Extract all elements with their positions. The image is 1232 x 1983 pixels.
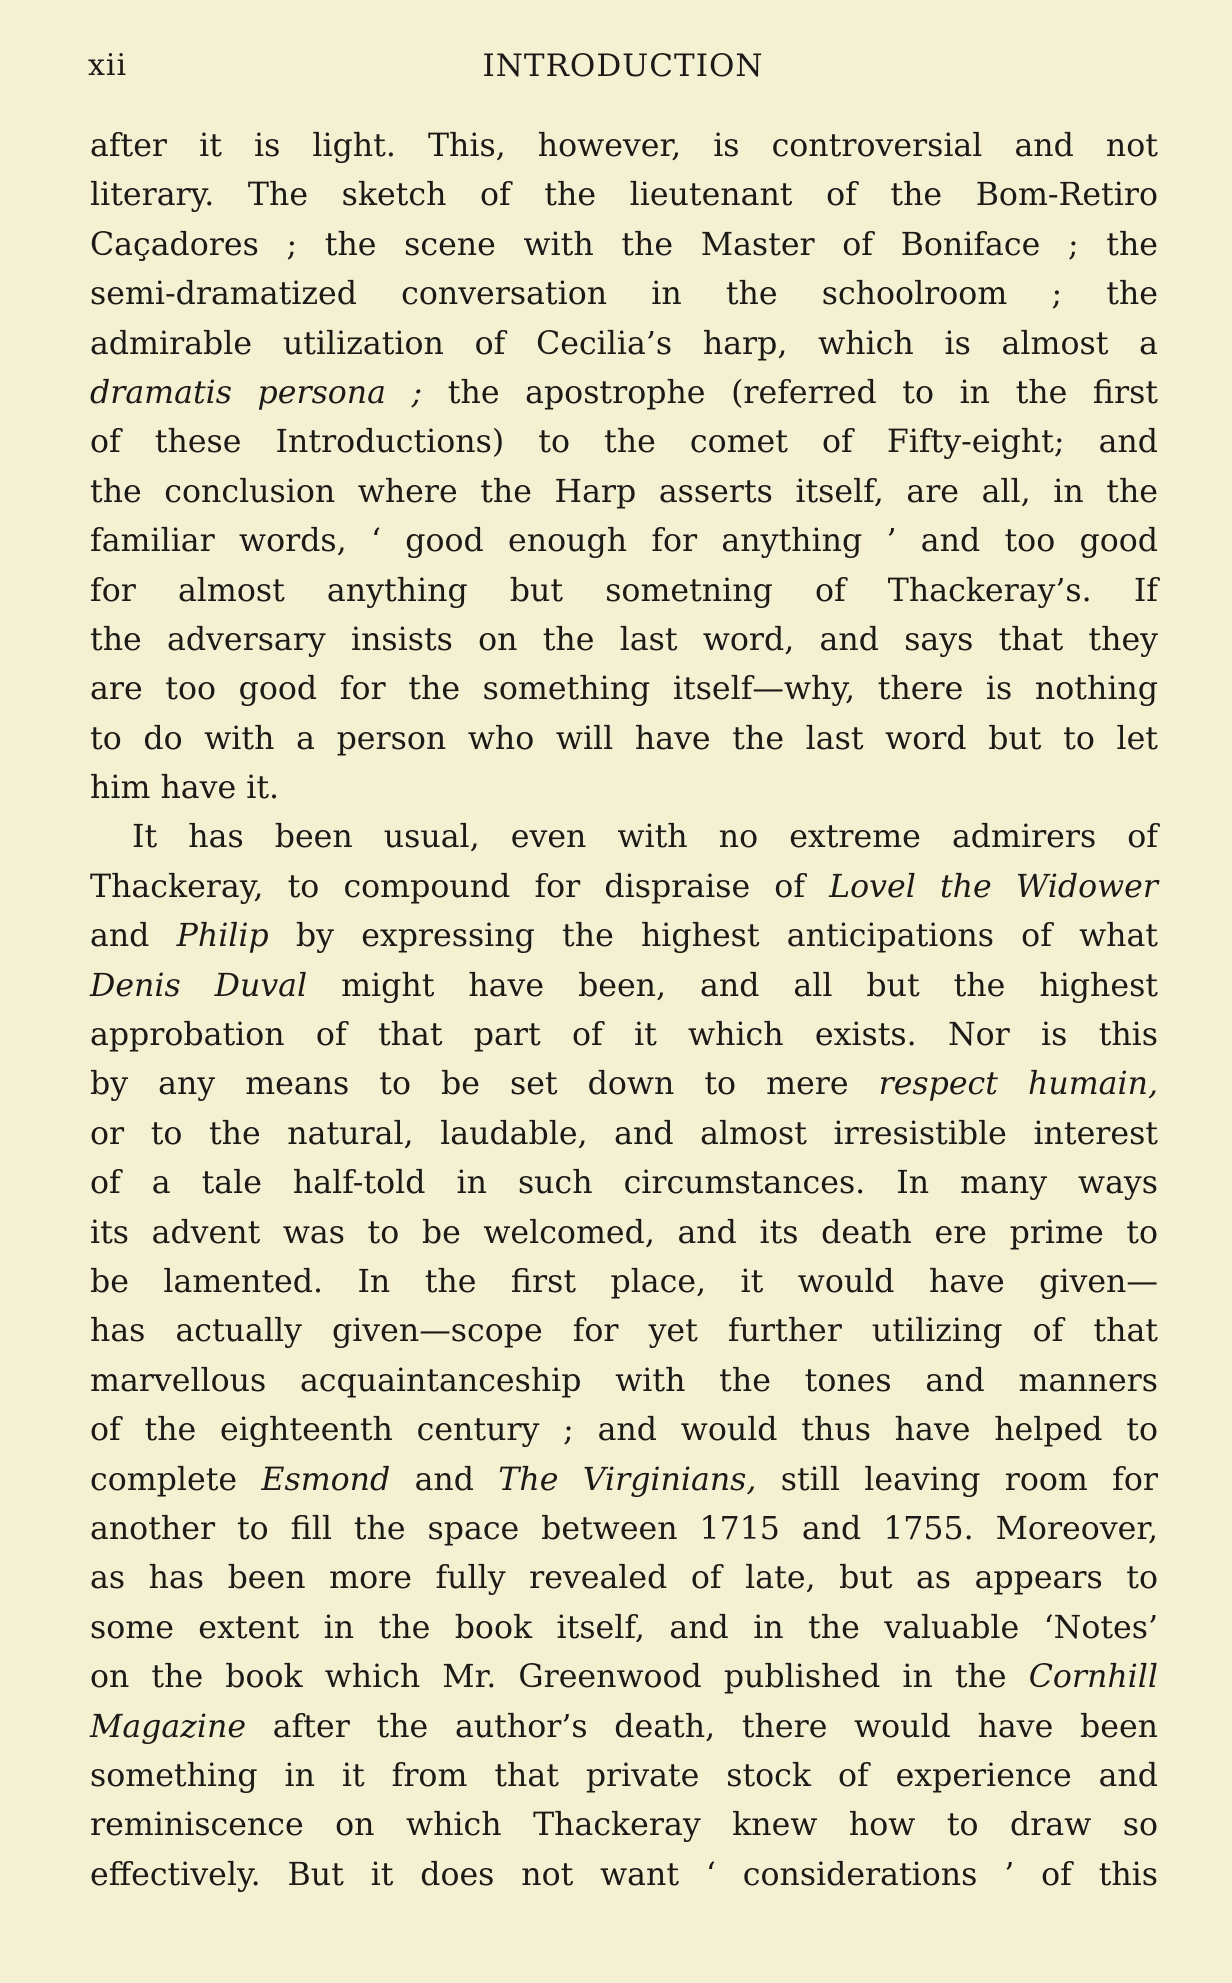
text-segment: admirable utilization of Cecilia’s harp, which is almost a (90, 325, 1158, 362)
text-segment: after the author’s death, there would have been (246, 1708, 1158, 1745)
text-segment: still leaving room for (756, 1461, 1158, 1498)
text-segment: Thackeray, to compound for dispraise of (90, 868, 830, 905)
text-line (90, 912, 1158, 961)
text-segment: or to the natural, laudable, and almost irresistible interest (90, 1115, 1158, 1152)
text-segment: and (90, 918, 177, 955)
italic-segment: Denis Duval (90, 967, 308, 1004)
text-line (90, 1209, 1158, 1258)
text-line (90, 1159, 1158, 1208)
text-line (90, 1258, 1158, 1307)
text-segment: on the book which Mr. Greenwood published in the (90, 1659, 1029, 1696)
text-line (90, 813, 1158, 862)
text-segment: and (390, 1461, 499, 1498)
text-segment: of the eighteenth century ; and would thus have helped to (90, 1412, 1158, 1449)
running-head: INTRODUCTION (482, 48, 764, 84)
text-line (90, 1505, 1158, 1554)
text-segment: be lamented. In the first place, it would have given— (90, 1263, 1158, 1300)
text-segment: the conclusion where the Harp asserts itself, are all, in the (90, 473, 1158, 510)
text-line (90, 1406, 1158, 1455)
text-line (90, 1554, 1158, 1603)
italic-segment: Esmond (261, 1461, 391, 1498)
italic-segment: Philip (176, 918, 269, 955)
text-segment: marvellous acquaintanceship with the tones and manners (90, 1362, 1158, 1399)
text-segment: are too good for the something itself—why, there is nothing (90, 671, 1158, 708)
text-segment: has actually given—scope for yet further utilizing of that (90, 1313, 1158, 1350)
text-line (90, 1851, 1158, 1900)
text-segment: as has been more fully revealed of late, but as appears to (90, 1560, 1158, 1597)
text-line (90, 1307, 1158, 1356)
text-line (90, 1703, 1158, 1752)
text-segment: effectively. But it does not want ‘ considerations ’ of this (90, 1856, 1158, 1893)
text-line (90, 1801, 1158, 1850)
text-segment: to do with a person who will have the last word but to let (90, 720, 1158, 757)
text-segment: the adversary insists on the last word, and says that they (90, 621, 1158, 658)
text-segment: reminiscence on which Thackeray knew how to draw so (90, 1807, 1158, 1844)
text-segment: of these Introductions) to the comet of Fifty-eight; and (90, 424, 1158, 461)
text-segment: might have been, and all but the highest (307, 967, 1158, 1004)
text-segment: for almost anything but sometning of Thackeray’s. If (90, 572, 1158, 609)
text-line (90, 320, 1158, 369)
italic-segment: dramatis persona ; (90, 374, 423, 411)
page-header (88, 48, 1158, 88)
text-segment: complete (90, 1461, 262, 1498)
text-line (90, 665, 1158, 714)
text-line (90, 369, 1158, 418)
italic-segment: Magazine (90, 1708, 247, 1745)
text-line (90, 863, 1158, 912)
text-segment: another to fill the space between 1715 and 1755. Moreover, (90, 1510, 1158, 1547)
text-line (90, 962, 1158, 1011)
text-segment: of a tale half-told in such circumstances. In many ways (90, 1165, 1158, 1202)
text-segment: by expressing the highest anticipations of what (268, 918, 1158, 955)
text-line (90, 567, 1158, 616)
text-line (90, 1752, 1158, 1801)
text-segment: something in it from that private stock of experience and (90, 1757, 1158, 1794)
text-line (90, 1110, 1158, 1159)
text-line (90, 715, 1158, 764)
italic-segment: Lovel the Widower (829, 868, 1158, 905)
text-line (90, 418, 1158, 467)
text-line (90, 1357, 1158, 1406)
text-line (90, 270, 1158, 319)
text-segment: It has been usual, even with no extreme admirers of (132, 819, 1158, 856)
text-line (90, 1011, 1158, 1060)
text-line (90, 468, 1158, 517)
text-segment: after it is light. This, however, is controversial and not (90, 128, 1158, 164)
text-segment: him have it. (90, 770, 280, 807)
text-line (90, 764, 1158, 813)
text-line (90, 221, 1158, 270)
italic-segment: The Virginians, (498, 1461, 757, 1498)
text-segment: the apostrophe (referred to in the first (422, 374, 1158, 411)
text-segment: semi-dramatized conversation in the schoolroom ; the (90, 276, 1158, 313)
text-segment: its advent was to be welcomed, and its death ere prime to (90, 1214, 1158, 1251)
text-segment: some extent in the book itself, and in the valuable ‘Notes’ (90, 1609, 1158, 1646)
text-line (90, 1456, 1158, 1505)
text-line (90, 122, 1158, 171)
text-segment: familiar words, ‘ good enough for anything ’ and too good (90, 523, 1158, 560)
text-line (90, 1604, 1158, 1653)
text-line (90, 616, 1158, 665)
text-segment: literary. The sketch of the lieutenant of the Bom-Retiro (90, 177, 1158, 214)
text-segment: approbation of that part of it which exists. Nor is this (90, 1017, 1158, 1054)
text-line (90, 517, 1158, 566)
text-line (90, 171, 1158, 220)
text-segment: by any means to be set down to mere (90, 1066, 879, 1103)
italic-segment: respect humain, (878, 1066, 1158, 1103)
body-text (90, 122, 1158, 1900)
text-line (90, 1060, 1158, 1109)
italic-segment: Cornhill (1028, 1659, 1158, 1696)
text-segment: Caçadores ; the scene with the Master of Boniface ; the (90, 226, 1158, 263)
text-line (90, 1653, 1158, 1702)
page-number: xii (88, 48, 128, 83)
